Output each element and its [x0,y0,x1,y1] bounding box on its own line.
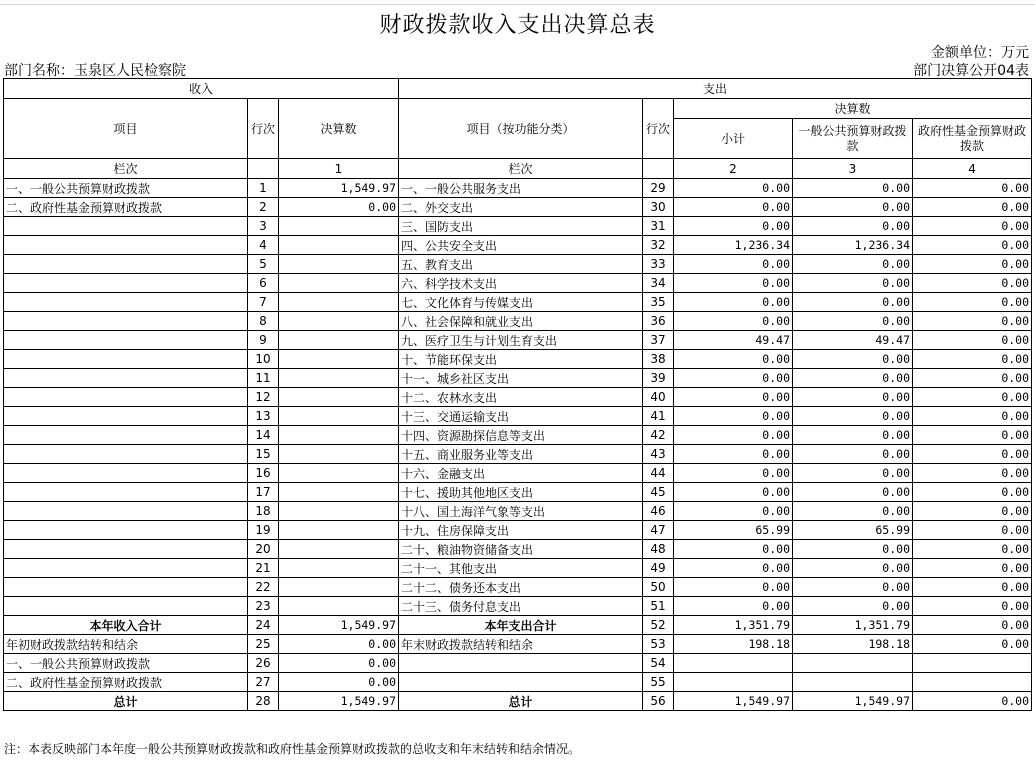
income-amount-cell[interactable] [279,483,399,502]
income-line-cell[interactable]: 23 [248,597,279,616]
final-amount-group-header[interactable]: 决算数 [674,99,1032,119]
income-amount-cell[interactable] [279,331,399,350]
table-row [4,635,1032,654]
general-budget-cell[interactable]: 0.00 [793,559,913,578]
empty-cell[interactable] [643,159,674,179]
income-item-cell[interactable] [4,559,248,578]
expense-item-cell[interactable]: 年末财政拨款结转和结余 [399,635,643,654]
income-line-cell[interactable]: 27 [248,673,279,692]
income-line-cell[interactable]: 13 [248,407,279,426]
expense-line-cell[interactable]: 42 [643,426,674,445]
income-item-cell[interactable] [4,255,248,274]
subtotal-cell[interactable]: 0.00 [674,312,793,331]
expense-item-cell[interactable]: 一、一般公共服务支出 [399,179,643,198]
expense-item-cell[interactable]: 十一、城乡社区支出 [399,369,643,388]
gov-fund-header[interactable]: 政府性基金预算财政拨款 [913,119,1032,159]
gov-fund-cell[interactable]: 0.00 [913,369,1032,388]
gov-fund-cell[interactable]: 0.00 [913,293,1032,312]
subtotal-cell[interactable]: 0.00 [674,540,793,559]
income-item-cell[interactable] [4,350,248,369]
expense-item-cell[interactable]: 二十一、其他支出 [399,559,643,578]
column-index-3[interactable]: 3 [793,159,913,179]
expense-item-cell[interactable]: 十七、援助其他地区支出 [399,483,643,502]
expense-line-cell[interactable]: 41 [643,407,674,426]
table-row [4,350,1032,369]
general-budget-cell[interactable]: 0.00 [793,312,913,331]
income-item-cell[interactable]: 二、政府性基金预算财政拨款 [4,198,248,217]
income-item-cell[interactable] [4,217,248,236]
expense-line-cell[interactable]: 50 [643,578,674,597]
expense-line-cell[interactable]: 54 [643,654,674,673]
income-item-cell[interactable] [4,597,248,616]
income-amount-cell[interactable]: 0.00 [279,635,399,654]
table-body [4,179,1032,711]
expense-item-header[interactable]: 项目（按功能分类） [399,99,643,159]
column-index-1[interactable]: 1 [279,159,399,179]
gov-fund-cell[interactable]: 0.00 [913,445,1032,464]
table-row [4,369,1032,388]
expense-item-cell[interactable]: 本年支出合计 [399,616,643,635]
table-row [4,464,1032,483]
income-item-cell[interactable] [4,369,248,388]
general-budget-cell[interactable]: 0.00 [793,274,913,293]
income-line-cell[interactable]: 6 [248,274,279,293]
table-row [4,445,1032,464]
income-item-cell[interactable]: 一、一般公共预算财政拨款 [4,654,248,673]
expense-item-cell[interactable] [399,654,643,673]
general-budget-cell[interactable]: 0.00 [793,179,913,198]
expense-line-cell[interactable]: 40 [643,388,674,407]
income-line-cell[interactable]: 3 [248,217,279,236]
income-item-cell[interactable] [4,578,248,597]
income-item-cell[interactable]: 二、政府性基金预算财政拨款 [4,673,248,692]
income-amount-header[interactable]: 决算数 [279,99,399,159]
table-row [4,578,1032,597]
table-row [4,255,1032,274]
expense-line-cell[interactable]: 34 [643,274,674,293]
subtotal-cell[interactable]: 0.00 [674,255,793,274]
income-amount-cell[interactable] [279,369,399,388]
gov-fund-cell[interactable]: 0.00 [913,616,1032,635]
expense-item-cell[interactable]: 三、国防支出 [399,217,643,236]
gov-fund-cell[interactable]: 0.00 [913,274,1032,293]
table-row [4,673,1032,692]
income-amount-cell[interactable] [279,502,399,521]
income-line-cell[interactable]: 10 [248,350,279,369]
income-amount-cell[interactable] [279,578,399,597]
subtotal-cell[interactable]: 0.00 [674,502,793,521]
expense-line-cell[interactable]: 49 [643,559,674,578]
table-row [4,179,1032,198]
income-item-cell[interactable] [4,293,248,312]
income-item-cell[interactable]: 本年收入合计 [4,616,248,635]
subtotal-cell[interactable]: 0.00 [674,217,793,236]
income-line-cell[interactable]: 5 [248,255,279,274]
general-budget-cell[interactable]: 0.00 [793,255,913,274]
spreadsheet-top-border [0,0,1035,5]
page-title: 财政拨款收入支出决算总表 [379,13,656,38]
income-amount-cell[interactable]: 0.00 [279,654,399,673]
income-amount-cell[interactable] [279,426,399,445]
income-item-cell[interactable] [4,312,248,331]
income-item-cell[interactable] [4,483,248,502]
expense-item-cell[interactable]: 八、社会保障和就业支出 [399,312,643,331]
subtotal-cell[interactable]: 0.00 [674,407,793,426]
income-amount-cell[interactable] [279,521,399,540]
table-row [4,217,1032,236]
expense-line-cell[interactable]: 31 [643,217,674,236]
subtotal-cell[interactable]: 0.00 [674,426,793,445]
income-line-cell[interactable]: 28 [248,692,279,711]
gov-fund-cell[interactable]: 0.00 [913,540,1032,559]
general-budget-cell[interactable]: 0.00 [793,578,913,597]
expense-line-cell[interactable]: 29 [643,179,674,198]
column-label[interactable]: 栏次 [4,159,248,179]
income-line-cell[interactable]: 19 [248,521,279,540]
expense-item-cell[interactable] [399,673,643,692]
income-amount-cell[interactable] [279,407,399,426]
general-budget-cell[interactable]: 0.00 [793,445,913,464]
expense-line-cell[interactable]: 45 [643,483,674,502]
gov-fund-cell[interactable]: 0.00 [913,179,1032,198]
subtotal-cell[interactable]: 1,351.79 [674,616,793,635]
expense-item-cell[interactable]: 二、外交支出 [399,198,643,217]
general-budget-cell[interactable]: 0.00 [793,502,913,521]
expense-item-cell[interactable]: 十二、农林水支出 [399,388,643,407]
income-line-cell[interactable]: 25 [248,635,279,654]
income-line-cell[interactable]: 24 [248,616,279,635]
income-line-cell[interactable]: 7 [248,293,279,312]
income-amount-cell[interactable]: 0.00 [279,673,399,692]
income-item-cell[interactable] [4,464,248,483]
general-budget-cell[interactable]: 0.00 [793,540,913,559]
expense-line-cell[interactable]: 47 [643,521,674,540]
income-item-cell[interactable] [4,236,248,255]
expense-line-cell[interactable]: 53 [643,635,674,654]
table-row [4,407,1032,426]
income-line-header[interactable]: 行次 [248,99,279,159]
subtotal-cell[interactable]: 0.00 [674,350,793,369]
expense-item-cell[interactable]: 二十、粮油物资储备支出 [399,540,643,559]
income-line-cell[interactable]: 16 [248,464,279,483]
subtotal-cell[interactable] [674,654,793,673]
income-line-cell[interactable]: 15 [248,445,279,464]
income-item-cell[interactable] [4,407,248,426]
income-amount-cell[interactable] [279,236,399,255]
income-item-cell[interactable] [4,426,248,445]
income-item-header[interactable]: 项目 [4,99,248,159]
general-budget-cell[interactable]: 1,351.79 [793,616,913,635]
general-budget-cell[interactable]: 0.00 [793,426,913,445]
general-budget-cell[interactable]: 0.00 [793,350,913,369]
subtotal-cell[interactable]: 1,236.34 [674,236,793,255]
general-budget-cell[interactable] [793,654,913,673]
general-budget-cell[interactable]: 0.00 [793,407,913,426]
gov-fund-cell[interactable]: 0.00 [913,502,1032,521]
amount-unit: 金额单位：万元 [931,45,1029,61]
income-amount-cell[interactable] [279,350,399,369]
column-index-2[interactable]: 2 [674,159,793,179]
expense-line-cell[interactable]: 36 [643,312,674,331]
appropriation-table [3,78,1032,711]
income-line-cell[interactable]: 26 [248,654,279,673]
subtotal-cell[interactable]: 49.47 [674,331,793,350]
gov-fund-cell[interactable]: 0.00 [913,217,1032,236]
gov-fund-cell[interactable]: 0.00 [913,407,1032,426]
subtotal-cell[interactable]: 0.00 [674,578,793,597]
general-budget-cell[interactable]: 0.00 [793,388,913,407]
gov-fund-cell[interactable]: 0.00 [913,198,1032,217]
income-line-cell[interactable]: 11 [248,369,279,388]
column-label[interactable]: 栏次 [399,159,643,179]
subtotal-cell[interactable]: 0.00 [674,597,793,616]
table-row [4,559,1032,578]
expense-item-cell[interactable]: 十五、商业服务业等支出 [399,445,643,464]
income-item-cell[interactable] [4,331,248,350]
income-amount-cell[interactable] [279,597,399,616]
gov-fund-cell[interactable]: 0.00 [913,635,1032,654]
general-budget-cell[interactable]: 65.99 [793,521,913,540]
table-row [4,616,1032,635]
department-name: 部门名称：玉泉区人民检察院 [4,63,186,79]
subtotal-cell[interactable]: 1,549.97 [674,692,793,711]
expense-line-cell[interactable]: 44 [643,464,674,483]
table-row [4,388,1032,407]
column-index-4[interactable]: 4 [913,159,1032,179]
subtotal-cell[interactable]: 0.00 [674,483,793,502]
subtotal-cell[interactable]: 0.00 [674,559,793,578]
income-amount-cell[interactable] [279,540,399,559]
table-row [4,274,1032,293]
expense-line-cell[interactable]: 32 [643,236,674,255]
expense-item-cell[interactable]: 二十二、债务还本支出 [399,578,643,597]
expense-line-cell[interactable]: 51 [643,597,674,616]
income-item-cell[interactable]: 年初财政拨款结转和结余 [4,635,248,654]
gov-fund-cell[interactable]: 0.00 [913,331,1032,350]
income-line-cell[interactable]: 20 [248,540,279,559]
general-budget-cell[interactable]: 0.00 [793,369,913,388]
gov-fund-cell[interactable]: 0.00 [913,255,1032,274]
gov-fund-cell[interactable]: 0.00 [913,350,1032,369]
expense-item-cell[interactable]: 二十三、债务付息支出 [399,597,643,616]
table-row [4,692,1032,711]
gov-fund-cell[interactable] [913,654,1032,673]
general-budget-cell[interactable]: 0.00 [793,293,913,312]
expense-line-cell[interactable]: 43 [643,445,674,464]
table-row [4,198,1032,217]
income-item-cell[interactable]: 总计 [4,692,248,711]
income-amount-cell[interactable]: 1,549.97 [279,692,399,711]
gov-fund-cell[interactable]: 0.00 [913,426,1032,445]
general-budget-cell[interactable]: 49.47 [793,331,913,350]
expense-item-cell[interactable]: 九、医疗卫生与计划生育支出 [399,331,643,350]
expense-line-cell[interactable]: 39 [643,369,674,388]
income-line-cell[interactable]: 4 [248,236,279,255]
income-item-cell[interactable] [4,274,248,293]
expense-item-cell[interactable]: 四、公共安全支出 [399,236,643,255]
expense-line-cell[interactable]: 38 [643,350,674,369]
table-row [4,483,1032,502]
expense-item-cell[interactable]: 十六、金融支出 [399,464,643,483]
gov-fund-cell[interactable]: 0.00 [913,521,1032,540]
expense-item-cell[interactable]: 六、科学技术支出 [399,274,643,293]
income-item-cell[interactable] [4,521,248,540]
income-line-cell[interactable]: 2 [248,198,279,217]
table-row [4,293,1032,312]
empty-cell[interactable] [248,159,279,179]
table-row [4,236,1032,255]
expense-item-cell[interactable]: 七、文化体育与传媒支出 [399,293,643,312]
general-budget-header[interactable]: 一般公共预算财政拨款 [793,119,913,159]
expense-line-cell[interactable]: 30 [643,198,674,217]
income-amount-cell[interactable] [279,312,399,331]
table-row [4,426,1032,445]
general-budget-cell[interactable]: 0.00 [793,597,913,616]
gov-fund-cell[interactable]: 0.00 [913,236,1032,255]
expense-line-cell[interactable]: 52 [643,616,674,635]
income-item-cell[interactable] [4,445,248,464]
subtotal-cell[interactable]: 0.00 [674,388,793,407]
subtotal-cell[interactable]: 0.00 [674,293,793,312]
gov-fund-cell[interactable]: 0.00 [913,597,1032,616]
income-line-cell[interactable]: 17 [248,483,279,502]
gov-fund-cell[interactable]: 0.00 [913,578,1032,597]
general-budget-cell[interactable]: 0.00 [793,464,913,483]
subtotal-cell[interactable]: 0.00 [674,179,793,198]
expense-item-cell[interactable]: 十、节能环保支出 [399,350,643,369]
gov-fund-cell[interactable]: 0.00 [913,559,1032,578]
expense-item-cell[interactable]: 五、教育支出 [399,255,643,274]
subtotal-cell[interactable]: 0.00 [674,445,793,464]
income-amount-cell[interactable] [279,445,399,464]
gov-fund-cell[interactable]: 0.00 [913,312,1032,331]
income-amount-cell[interactable] [279,255,399,274]
income-header[interactable]: 收入 [4,79,399,99]
expense-line-cell[interactable]: 35 [643,293,674,312]
gov-fund-cell[interactable]: 0.00 [913,483,1032,502]
footnote: 注：本表反映部门本年度一般公共预算财政拨款和政府性基金预算财政拨款的总收支和年末结转和结余情况。 [4,742,581,756]
income-amount-cell[interactable] [279,464,399,483]
income-amount-cell[interactable]: 1,549.97 [279,179,399,198]
subtotal-cell[interactable]: 0.00 [674,198,793,217]
table-row [4,331,1032,350]
table-row [4,597,1032,616]
income-amount-cell[interactable] [279,217,399,236]
subtotal-cell[interactable]: 0.00 [674,369,793,388]
gov-fund-cell[interactable] [913,673,1032,692]
expense-item-cell[interactable]: 十三、交通运输支出 [399,407,643,426]
gov-fund-cell[interactable]: 0.00 [913,692,1032,711]
general-budget-cell[interactable]: 198.18 [793,635,913,654]
general-budget-cell[interactable] [793,673,913,692]
income-amount-cell[interactable]: 1,549.97 [279,616,399,635]
subtotal-cell[interactable]: 0.00 [674,274,793,293]
income-line-cell[interactable]: 21 [248,559,279,578]
income-line-cell[interactable]: 22 [248,578,279,597]
table-number: 部门决算公开04表 [913,63,1029,79]
income-line-cell[interactable]: 9 [248,331,279,350]
subtotal-header[interactable]: 小计 [674,119,793,159]
subtotal-cell[interactable]: 0.00 [674,464,793,483]
income-amount-cell[interactable] [279,559,399,578]
expense-line-cell[interactable]: 55 [643,673,674,692]
expense-line-cell[interactable]: 46 [643,502,674,521]
income-amount-cell[interactable] [279,293,399,312]
expense-line-cell[interactable]: 33 [643,255,674,274]
subtotal-cell[interactable]: 198.18 [674,635,793,654]
table-row [4,521,1032,540]
table-row [4,312,1032,331]
expense-line-cell[interactable]: 56 [643,692,674,711]
income-amount-cell[interactable] [279,274,399,293]
expense-item-cell[interactable]: 总计 [399,692,643,711]
income-line-cell[interactable]: 1 [248,179,279,198]
income-line-cell[interactable]: 18 [248,502,279,521]
expense-line-cell[interactable]: 48 [643,540,674,559]
income-amount-cell[interactable] [279,388,399,407]
income-item-cell[interactable] [4,502,248,521]
general-budget-cell[interactable]: 0.00 [793,217,913,236]
expense-line-cell[interactable]: 37 [643,331,674,350]
income-line-cell[interactable]: 8 [248,312,279,331]
table-row [4,654,1032,673]
general-budget-cell[interactable]: 0.00 [793,198,913,217]
subtotal-cell[interactable] [674,673,793,692]
expense-item-cell[interactable]: 十九、住房保障支出 [399,521,643,540]
expense-header[interactable]: 支出 [399,79,1032,99]
gov-fund-cell[interactable]: 0.00 [913,388,1032,407]
income-line-cell[interactable]: 14 [248,426,279,445]
income-amount-cell[interactable]: 0.00 [279,198,399,217]
general-budget-cell[interactable]: 0.00 [793,483,913,502]
expense-item-cell[interactable]: 十四、资源勘探信息等支出 [399,426,643,445]
subtotal-cell[interactable]: 65.99 [674,521,793,540]
income-item-cell[interactable] [4,388,248,407]
gov-fund-cell[interactable]: 0.00 [913,464,1032,483]
table-row [4,540,1032,559]
general-budget-cell[interactable]: 1,549.97 [793,692,913,711]
general-budget-cell[interactable]: 1,236.34 [793,236,913,255]
expense-line-header[interactable]: 行次 [643,99,674,159]
income-line-cell[interactable]: 12 [248,388,279,407]
expense-item-cell[interactable]: 十八、国土海洋气象等支出 [399,502,643,521]
income-item-cell[interactable]: 一、一般公共预算财政拨款 [4,179,248,198]
table-row [4,502,1032,521]
income-item-cell[interactable] [4,540,248,559]
